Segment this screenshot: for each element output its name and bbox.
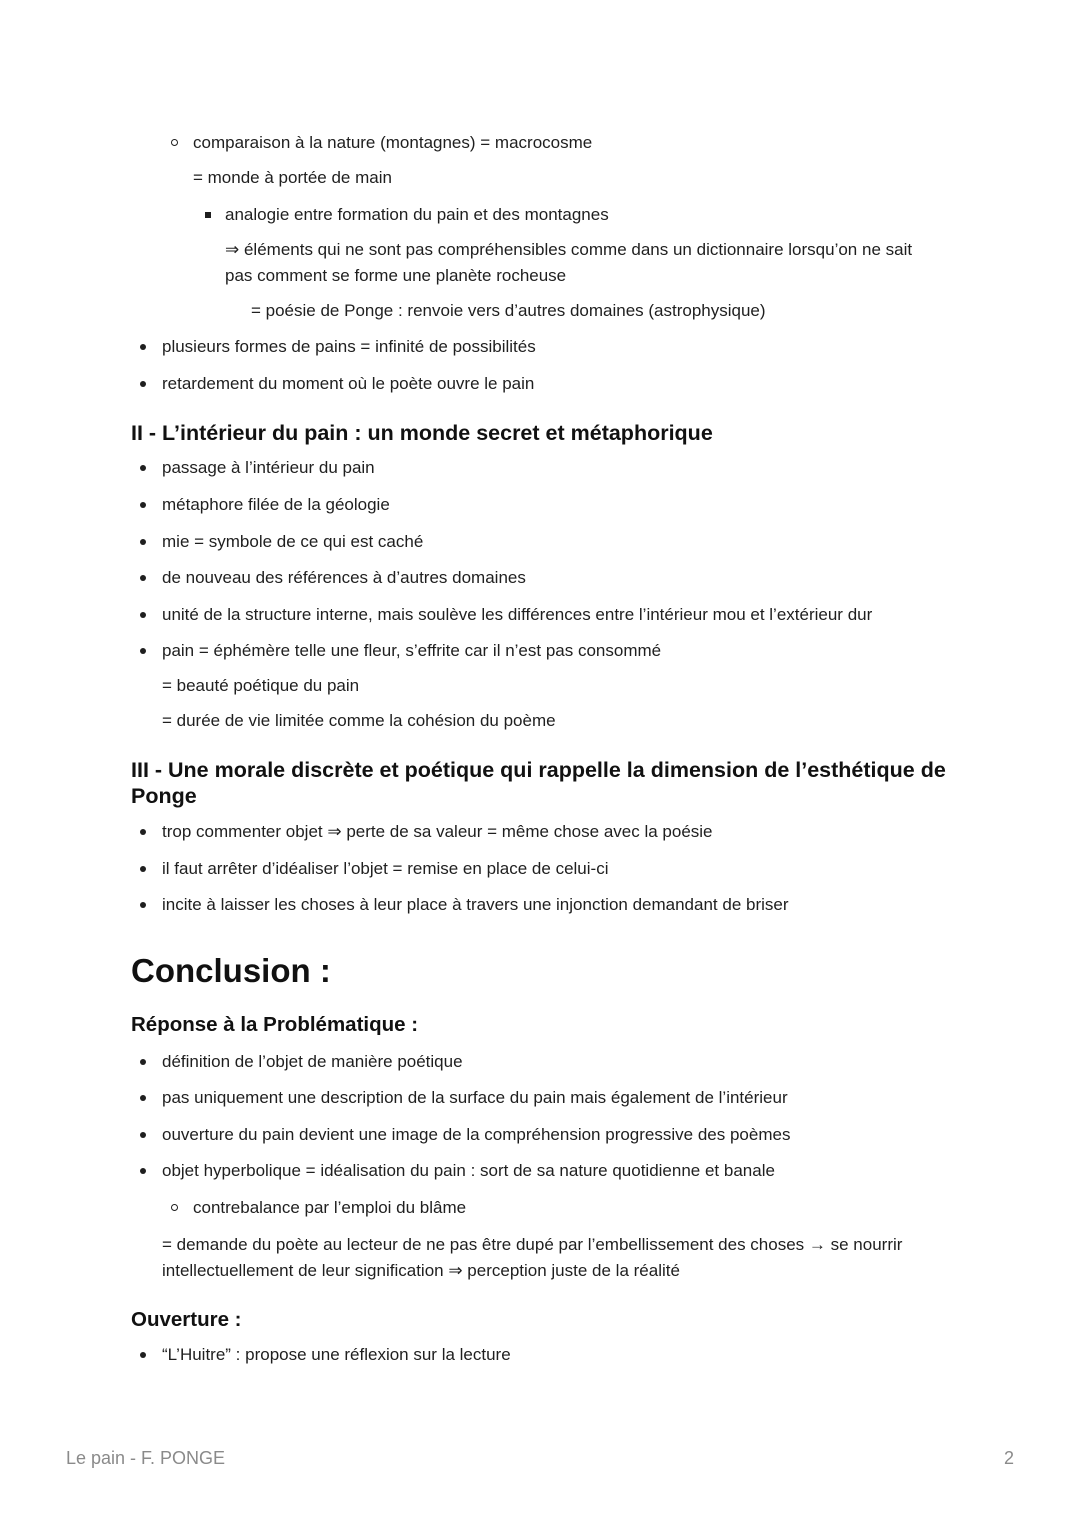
list-item: incite à laisser les choses à leur place à travers une injonction demandant de briser: [162, 895, 789, 914]
bullet-square-icon: [205, 212, 211, 218]
list-item: contrebalance par l’emploi du blâme: [193, 1198, 467, 1217]
list-item: analogie entre formation du pain et des montagnes: [225, 205, 609, 224]
bullet-disc-icon: [140, 902, 146, 908]
bullet-disc-icon: [140, 866, 146, 872]
list-item: “L’Huitre” : propose une réflexion sur la lecture: [162, 1345, 511, 1364]
bullet-disc-icon: [140, 502, 146, 508]
bullet-disc-icon: [140, 575, 146, 581]
section-heading: Réponse à la Problématique :: [131, 1013, 419, 1036]
list-item: comparaison à la nature (montagnes) = macrocosme: [193, 133, 593, 152]
list-item: trop commenter objet ⇒ perte de sa valeur = même chose avec la poésie: [162, 822, 713, 841]
footer-title: Le pain - F. PONGE: [66, 1448, 226, 1468]
list-item: ouverture du pain devient une image de la compréhension progressive des poèmes: [162, 1125, 791, 1144]
bullet-disc-icon: [140, 648, 146, 654]
text-line: = monde à portée de main: [193, 168, 392, 187]
list-item: passage à l’intérieur du pain: [162, 458, 375, 477]
bullet-disc-icon: [140, 1168, 146, 1174]
text-line: pas comment se forme une planète rocheuse: [225, 266, 567, 285]
bullet-disc-icon: [140, 829, 146, 835]
text-line: intellectuellement de leur signification ⇒ perception juste de la réalité: [162, 1261, 680, 1280]
list-item: définition de l’objet de manière poétique: [162, 1052, 463, 1071]
bullet-circle-icon: [171, 139, 178, 146]
list-item: unité de la structure interne, mais soulève les différences entre l’intérieur mou et l’extérieur dur: [162, 605, 873, 624]
bullet-disc-icon: [140, 344, 146, 350]
section-heading: Conclusion :: [131, 952, 331, 989]
section-heading: II - L’intérieur du pain : un monde secret et métaphorique: [131, 421, 713, 445]
text-line: = poésie de Ponge : renvoie vers d’autres domaines (astrophysique): [251, 301, 766, 320]
text-line: ⇒ éléments qui ne sont pas compréhensibles comme dans un dictionnaire lorsqu’on ne sait: [225, 240, 913, 259]
footer-page-number: 2: [1004, 1448, 1015, 1468]
list-item: métaphore filée de la géologie: [162, 495, 390, 514]
bullet-circle-icon: [171, 1204, 178, 1211]
list-item: plusieurs formes de pains = infinité de possibilités: [162, 337, 536, 356]
bullet-disc-icon: [140, 612, 146, 618]
list-item: retardement du moment où le poète ouvre le pain: [162, 374, 535, 393]
list-item: pas uniquement une description de la surface du pain mais également de l’intérieur: [162, 1088, 788, 1107]
section-heading: Ponge: [131, 784, 197, 808]
list-item: mie = symbole de ce qui est caché: [162, 532, 424, 551]
bullet-disc-icon: [140, 1059, 146, 1065]
list-item: il faut arrêter d’idéaliser l’objet = remise en place de celui-ci: [162, 859, 609, 878]
bullet-disc-icon: [140, 381, 146, 387]
list-item: objet hyperbolique = idéalisation du pain : sort de sa nature quotidienne et banale: [162, 1161, 775, 1180]
text-line: = demande du poète au lecteur de ne pas être dupé par l’embellissement des choses → se nourrir: [162, 1235, 903, 1254]
list-item: de nouveau des références à d’autres domaines: [162, 568, 526, 587]
bullet-disc-icon: [140, 1352, 146, 1358]
text-line: = durée de vie limitée comme la cohésion du poème: [162, 711, 556, 730]
bullet-disc-icon: [140, 539, 146, 545]
bullet-disc-icon: [140, 465, 146, 471]
text-line: = beauté poétique du pain: [162, 676, 360, 695]
section-heading: Ouverture :: [131, 1308, 242, 1331]
bullet-disc-icon: [140, 1132, 146, 1138]
bullet-disc-icon: [140, 1095, 146, 1101]
list-item: pain = éphémère telle une fleur, s’effrite car il n’est pas consommé: [162, 641, 662, 660]
section-heading: III - Une morale discrète et poétique qui rappelle la dimension de l’esthétique de: [131, 758, 946, 782]
